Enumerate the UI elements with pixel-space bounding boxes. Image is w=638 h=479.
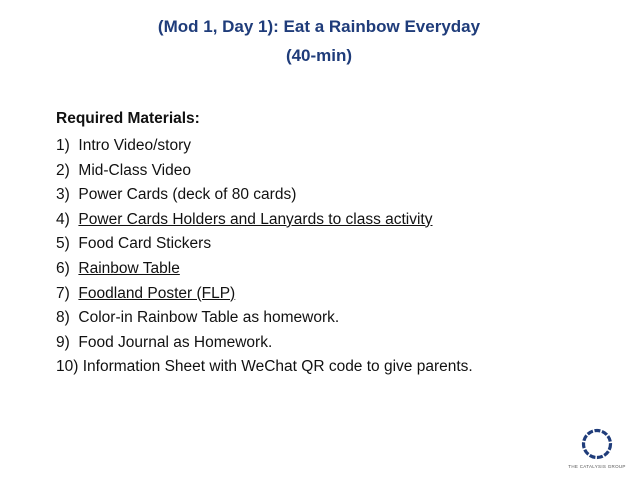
- item-text: Power Cards (deck of 80 cards): [78, 186, 297, 204]
- item-number: 1): [56, 137, 70, 154]
- item-text: Mid-Class Video: [78, 161, 191, 179]
- list-item: [56, 282, 473, 307]
- catalysis-logo: [564, 424, 630, 472]
- logo-ring-icon: [564, 424, 630, 464]
- materials-heading: Required Materials:: [56, 110, 200, 127]
- item-text: Food Journal as Homework.: [78, 333, 273, 351]
- item-text: Color-in Rainbow Table as homework.: [78, 309, 340, 327]
- list-item: [56, 208, 473, 233]
- title-line-2: (40-min): [285, 46, 353, 65]
- item-number: 2): [56, 161, 70, 179]
- list-item: [56, 232, 473, 257]
- item-number: 3): [56, 186, 70, 204]
- item-number: 10): [56, 358, 79, 376]
- list-item: [56, 257, 473, 282]
- list-item: [56, 183, 473, 208]
- item-number: 6): [56, 259, 70, 277]
- list-item: [56, 331, 473, 356]
- item-number: 8): [56, 309, 70, 327]
- title-line-1: (Mod 1, Day 1): Eat a Rainbow Everyday: [157, 17, 481, 36]
- materials-list: [56, 134, 473, 380]
- item-number: 4): [56, 210, 70, 228]
- item-number: 7): [56, 284, 70, 302]
- list-item: [56, 134, 473, 159]
- item-link[interactable]: Rainbow Table: [78, 259, 180, 277]
- item-text: Information Sheet with WeChat QR code to give parents.: [82, 358, 473, 376]
- item-number: 5): [56, 235, 70, 253]
- list-item: [56, 355, 473, 380]
- logo-text: THE CATALYSIS GROUP: [568, 464, 626, 469]
- slide-title: [0, 12, 638, 70]
- item-link[interactable]: Power Cards Holders and Lanyards to class activity: [78, 210, 433, 228]
- list-item: [56, 159, 473, 184]
- item-text: Food Card Stickers: [78, 235, 212, 253]
- item-text: Intro Video/story: [78, 137, 192, 154]
- item-number: 9): [56, 333, 70, 351]
- list-item: [56, 306, 473, 331]
- item-link[interactable]: Foodland Poster (FLP): [78, 284, 236, 302]
